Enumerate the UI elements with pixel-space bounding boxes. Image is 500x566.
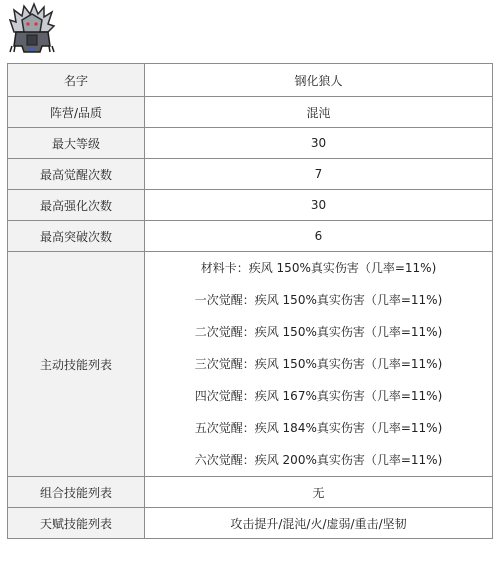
row-label-active-skills: 主动技能列表	[8, 252, 145, 477]
row-label-faction: 阵营/品质	[8, 97, 145, 128]
skill-item: 四次觉醒：疾风 167%真实伤害（几率=11%)	[194, 389, 443, 403]
table-row	[8, 508, 493, 539]
skill-item: 五次觉醒：疾风 184%真实伤害（几率=11%)	[194, 421, 443, 435]
row-value-max-enhance: 30	[145, 190, 493, 221]
table-row	[8, 190, 493, 221]
table-row	[8, 252, 493, 477]
table-row	[8, 128, 493, 159]
row-value-max-level: 30	[145, 128, 493, 159]
row-label-name: 名字	[8, 64, 145, 97]
row-value-name: 钢化狼人	[145, 64, 493, 97]
table-row	[8, 221, 493, 252]
character-info-table	[7, 63, 493, 539]
row-label-max-awaken: 最高觉醒次数	[8, 159, 145, 190]
skill-item: 材料卡：疾风 150%真实伤害（几率=11%)	[200, 261, 437, 275]
skill-item: 二次觉醒：疾风 150%真实伤害（几率=11%)	[194, 325, 443, 339]
row-value-max-breakthrough: 6	[145, 221, 493, 252]
row-label-combo-skills: 组合技能列表	[8, 477, 145, 508]
table-row	[8, 97, 493, 128]
row-value-faction: 混沌	[145, 97, 493, 128]
row-value-max-awaken: 7	[145, 159, 493, 190]
skill-item: 一次觉醒：疾风 150%真实伤害（几率=11%)	[194, 293, 443, 307]
table-row	[8, 64, 493, 97]
row-label-talent-skills: 天赋技能列表	[8, 508, 145, 539]
table-row	[8, 159, 493, 190]
row-label-max-breakthrough: 最高突破次数	[8, 221, 145, 252]
skill-item: 六次觉醒：疾风 200%真实伤害（几率=11%)	[194, 453, 443, 467]
table-row	[8, 477, 493, 508]
row-value-combo-skills: 无	[145, 477, 493, 508]
row-label-max-level: 最大等级	[8, 128, 145, 159]
row-label-max-enhance: 最高强化次数	[8, 190, 145, 221]
active-skills-list	[145, 252, 493, 477]
row-value-talent-skills: 攻击提升/混沌/火/虚弱/重击/坚韧	[145, 508, 493, 539]
wolf-warrior-portrait-icon	[6, 2, 58, 54]
skill-item: 三次觉醒：疾风 150%真实伤害（几率=11%)	[194, 357, 443, 371]
